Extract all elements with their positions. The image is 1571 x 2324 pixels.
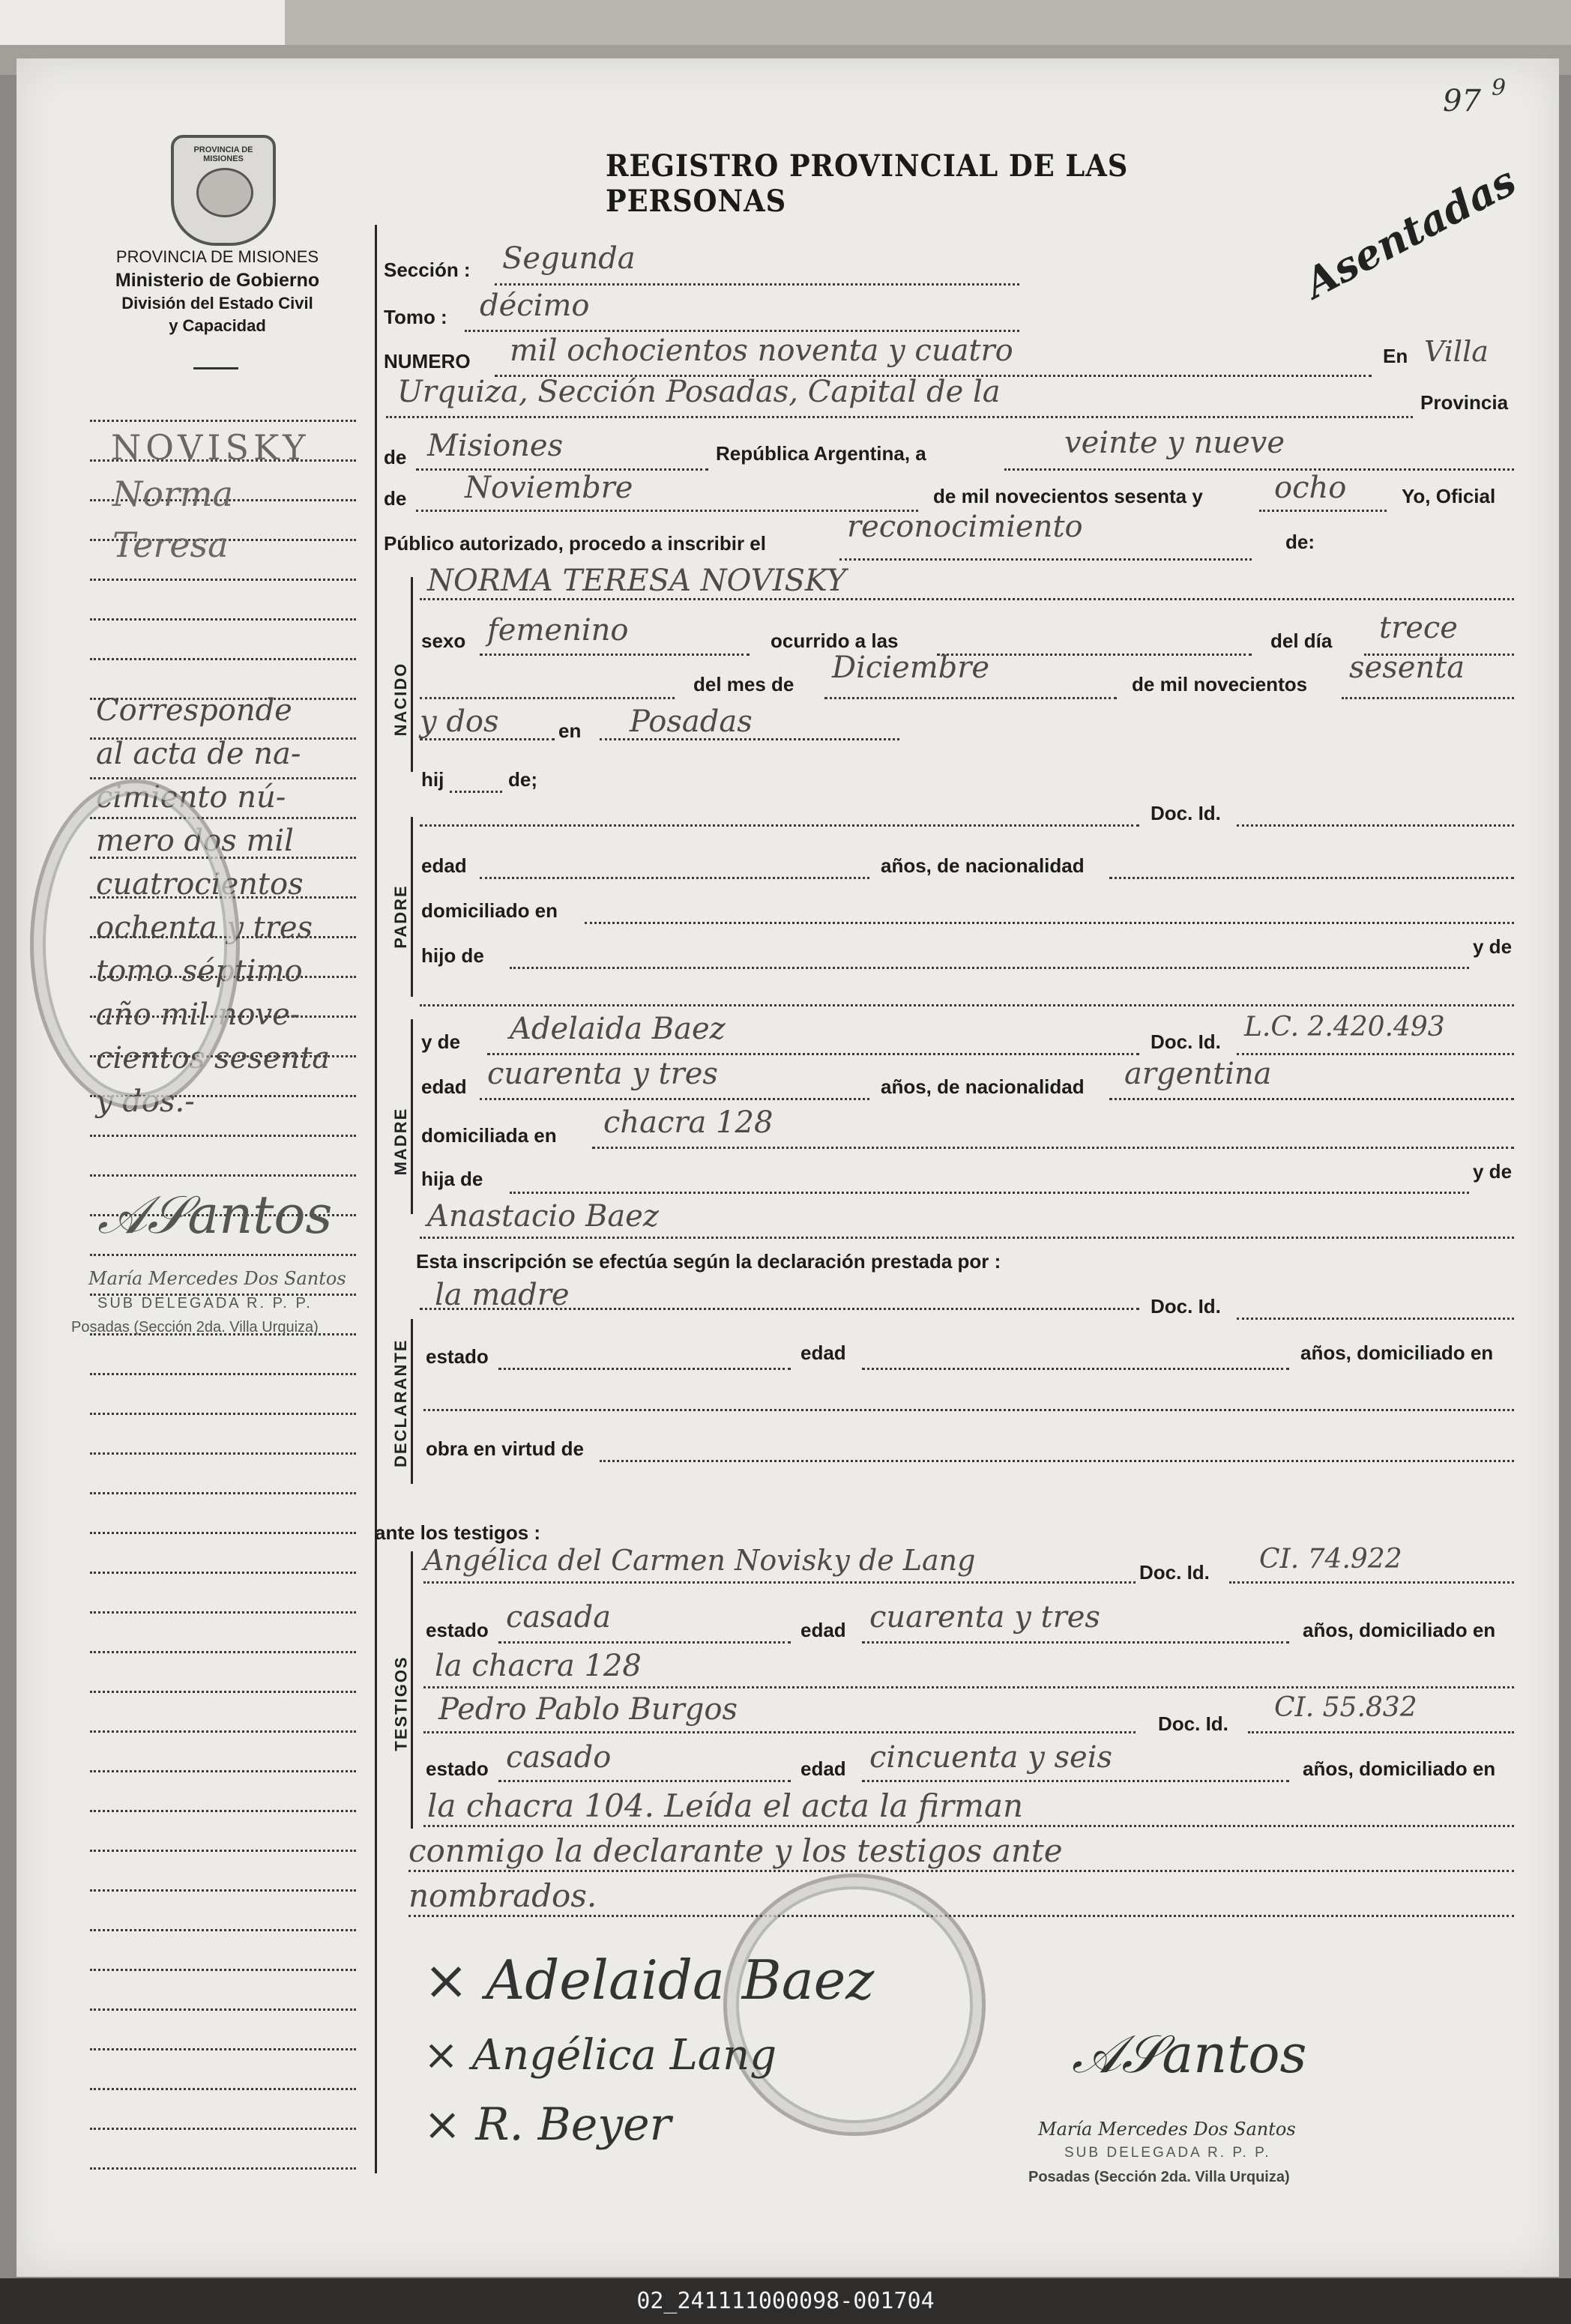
margin-official-name: María Mercedes Dos Santos [88,1268,346,1289]
label-sexo: sexo [421,630,466,652]
provincial-seal-icon [171,135,276,246]
label-de-mil-nov: de mil novecientos [1132,673,1308,695]
label-edad: edad [421,1075,467,1098]
field-act: reconocimiento [847,510,1083,544]
field-madre-nac: argentina [1124,1057,1272,1091]
margin-signature: 𝒜𝒮antos [97,1184,333,1246]
field-anio: sesenta [1349,651,1465,685]
field-en: Villa [1424,335,1489,368]
label-yo-oficial: Yo, Oficial [1402,485,1496,507]
signature-mother: × Adelaida Baez [423,1949,875,2011]
label-estado: estado [426,1345,489,1368]
label-doc-id: Doc. Id. [1158,1712,1228,1735]
margin-official-office: Posadas (Sección 2da. Villa Urquiza) [71,1319,319,1335]
division-text: División del Estado Civil [121,294,313,313]
label-ocurrido: ocurrido a las [771,630,899,652]
label-ante: ante los testigos : [375,1521,541,1544]
section-label-padre: PADRE [391,884,410,949]
field-day: veinte y nueve [1064,426,1285,460]
label-y-de: y de [1473,1160,1513,1183]
field-madre-hija-de: Anastacio Baez [427,1199,659,1234]
field-testigo2-dom: la chacra 104. Leída el acta la firman [427,1787,1024,1824]
margin-name-1: Norma [112,474,233,514]
label-edad: edad [800,1757,846,1780]
label-domiciliada: domiciliada en [421,1124,557,1147]
label-de-mil: de mil novecientos sesenta y [933,485,1203,507]
margin-name-2: Teresa [112,525,229,565]
label-de-semi: de; [508,768,537,791]
label-hij: hij [421,768,444,791]
margin-note-line: año mil nove- [96,997,301,1032]
label-de-colon: de: [1285,531,1315,553]
label-doc-id: Doc. Id. [1151,802,1221,824]
label-edad: edad [800,1341,846,1364]
page-number-suffix: 9 [1492,75,1507,101]
label-en2: en [558,719,582,742]
province-text: PROVINCIA DE MISIONES [115,247,319,266]
section-label-nacido: NACIDO [391,662,410,737]
signature-witness-2: × R. Beyer [423,2098,672,2151]
label-del-dia: del día [1270,630,1333,652]
official-office: Posadas (Sección 2da. Villa Urquiza) [1028,2169,1290,2185]
field-testigo1-estado: casada [506,1600,612,1635]
field-madre-doc: L.C. 2.420.493 [1244,1012,1445,1042]
label-tomo: Tomo : [384,306,447,328]
document-title: REGISTRO PROVINCIAL DE LAS PERSONAS [606,148,1129,219]
label-doc-id: Doc. Id. [1139,1561,1210,1584]
field-tomo: décimo [480,289,590,323]
label-edad: edad [800,1619,846,1641]
label-doc-id: Doc. Id. [1151,1030,1221,1053]
scan-footer [0,2278,1571,2324]
field-madre-dom: chacra 128 [603,1105,774,1140]
label-edad: edad [421,854,467,877]
label-provincia: Provincia [1420,391,1509,414]
label-del-mes: del mes de [693,673,794,695]
label-de: de [384,446,407,468]
label-seccion: Sección : [384,259,471,281]
field-closing2: nombrados. [408,1877,597,1914]
margin-note-line: al acta de na- [96,737,301,771]
label-hijo-de: hijo de [421,944,484,967]
field-closing1: conmigo la declarante y los testigos ante [408,1832,1063,1869]
section-label-declarante: DECLARANTE [391,1338,410,1467]
margin-note-line: cientos sesenta [96,1041,331,1075]
section-label-testigos: TESTIGOS [391,1656,411,1751]
label-y-de: y de [421,1030,461,1053]
label-anos-nac: años, de nacionalidad [881,854,1085,877]
label-en: En [1383,345,1408,367]
field-testigo2: Pedro Pablo Burgos [438,1692,738,1727]
field-anio2: y dos [420,704,499,739]
section-label-madre: MADRE [391,1107,410,1176]
ministry-text: Ministerio de Gobierno [115,270,320,291]
official-role: SUB DELEGADA R. P. P. [1064,2145,1271,2161]
margin-note-line: ochenta y tres [96,911,313,945]
label-hija-de: hija de [421,1168,483,1190]
field-provincia: Misiones [427,429,564,463]
field-dia: trece [1379,611,1458,645]
margin-note-line: Corresponde [96,693,292,728]
label-anos-nac: años, de nacionalidad [881,1075,1085,1098]
label-republica: República Argentina, a [716,442,926,465]
field-seccion: Segunda [502,241,636,276]
label-estado: estado [426,1619,489,1641]
field-month: Noviembre [465,471,633,505]
signature-official: 𝒜𝒮antos [1072,2023,1307,2085]
label-publico: Público autorizado, procedo a inscribir el [384,532,766,555]
field-child-name: NORMA TERESA NOVISKY [427,564,847,598]
label-de: de [384,487,407,510]
label-inscripcion: Esta inscripción se efectúa según la declaración prestada por : [416,1250,1001,1273]
margin-surname: NOVISKY [111,427,310,468]
field-numero: mil ochocientos noventa y cuatro [510,333,1013,368]
field-year: ocho [1274,471,1347,505]
page-number: 97 [1443,84,1481,118]
margin-note-line: cimiento nú- [96,780,286,815]
field-declarante: la madre [435,1278,570,1312]
field-lugar: Posadas [630,704,753,739]
field-sexo: femenino [487,613,629,648]
label-y-de: y de [1473,935,1513,958]
field-testigo2-doc: CI. 55.832 [1274,1692,1417,1723]
margin-rubber-stamp [30,779,240,1109]
field-mes: Diciembre [832,651,990,685]
field-madre-nombre: Adelaida Baez [510,1012,726,1046]
label-doc-id: Doc. Id. [1151,1295,1221,1318]
margin-note-line: cuatrocientos [96,867,304,902]
column-divider [375,225,377,2173]
field-testigo1: Angélica del Carmen Novisky de Lang [423,1544,976,1577]
field-madre-edad: cuarenta y tres [487,1057,718,1091]
margin-official-role: SUB DELEGADA R. P. P. [97,1295,313,1312]
field-testigo1-edad: cuarenta y tres [869,1600,1100,1635]
label-estado: estado [426,1757,489,1780]
footer-id: 02_241111000098-001704 [636,2288,935,2314]
official-name: María Mercedes Dos Santos [1038,2119,1296,2140]
margin-note-line: y dos.- [96,1084,195,1119]
label-obra: obra en virtud de [426,1437,584,1460]
label-domiciliado: domiciliado en [421,899,558,922]
label-anos-dom: años, domiciliado en [1303,1619,1496,1641]
seal-text: PROVINCIA DE MISIONES [193,145,253,163]
capacity-text: y Capacidad [169,316,266,335]
label-numero: NUMERO [384,350,471,372]
scan-background-sheet [0,0,285,45]
label-anos-dom: años, domiciliado en [1300,1341,1494,1364]
field-testigo1-doc: CI. 74.922 [1259,1544,1402,1575]
annotation-asentadas: Asentadas [1296,156,1524,308]
label-anos-dom: años, domiciliado en [1303,1757,1496,1780]
field-locality: Urquiza, Sección Posadas, Capital de la [397,375,1001,409]
field-testigo2-estado: casado [506,1740,612,1775]
margin-note-line: mero dos mil [96,824,294,858]
signature-witness-1: × Angélica Lang [423,2031,777,2080]
margin-note-line: tomo séptimo [96,954,303,989]
field-testigo1-dom: la chacra 128 [435,1649,642,1683]
field-testigo2-edad: cincuenta y seis [869,1740,1113,1775]
